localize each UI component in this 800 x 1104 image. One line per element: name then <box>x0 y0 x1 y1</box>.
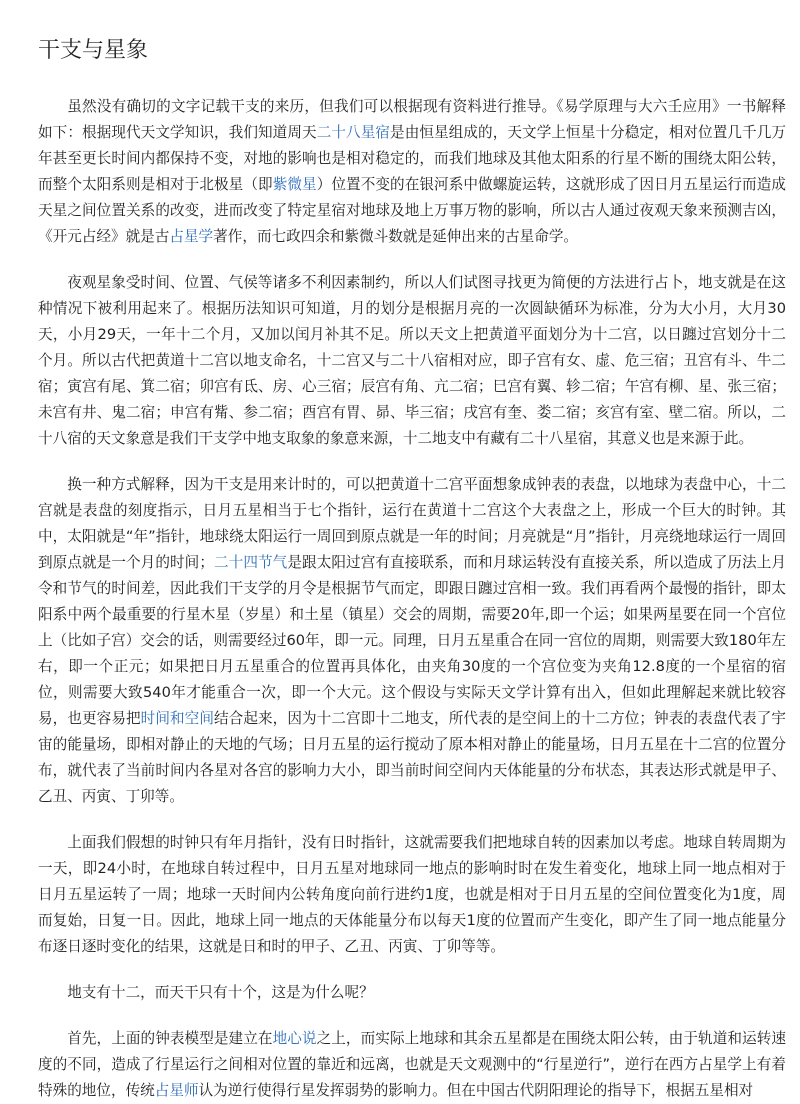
paragraph-text: 之上，而实际上地球和其余五星都是在围绕太阳公转，由于轨道和运转速度的不同，造成了行星运行之间相对位置的靠近和远离，也就是天文观测中的“行星逆行”，逆行在西方占星学上有着特殊的地位，传统 <box>38 1030 786 1099</box>
paragraph-6 <box>38 1026 786 1104</box>
paragraph-text: 地支有十二，而天干只有十个，这是为什么呢？ <box>67 984 374 1001</box>
link-ziwei-star[interactable]: 紫微星 <box>272 176 317 193</box>
link-astrologer[interactable]: 占星师 <box>154 1082 199 1099</box>
paragraph-2 <box>38 270 786 452</box>
paragraph-text: 认为逆行使得行星发挥弱势的影响力。但在中国古代阴阳理论的指导下，根据五星相对 <box>198 1082 754 1099</box>
paragraph-text: 是跟太阳过宫有直接联系，而和月球运转没有直接关系，所以造成了历法上月令和节气的时间差，因此我们干支学的月令是根据节气而定，即跟日躔过宫相一致。我们再看两个最慢的指针，即太阳系中两个最重要的行星木星（岁星）和土星（镇星）交会的周期，需要20年,即一个运；如果两星要在同一个宫位上（比如子宫）交会的话，则需要经过60年，即一元。同理，日月五星重合在同一宫位的周期，则需要大致180年左右，即一个正元；如果把日月五星重合的位置再具体化，由夹角30度的一个宫位变为夹角12.8度的一个星宿的宿位，则需要大致540年才能重合一次，即一个大元。这个假设与实际天文学计算有出入，但如此理解起来就比较容易，也更容易把 <box>38 554 786 727</box>
paragraph-text: 首先，上面的钟表模型是建立在 <box>67 1030 273 1047</box>
paragraph-5 <box>38 980 786 1006</box>
link-twenty-eight-mansions[interactable]: 二十八星宿 <box>316 124 391 141</box>
page-title: 干支与星象 <box>38 38 149 63</box>
paragraph-text: 结合起来，因为十二宫即十二地支，所代表的是空间上的十二方位；钟表的表盘代表了宇宙的能量场，即相对静止的天地的气场；日月五星的运行搅动了原本相对静止的能量场，日月五星在十二宫的位置分布，就代表了当前时间内各星对各宫的影响力大小，即当前时间空间内天体能量的分布状态，其表达形式就是甲子、乙丑、丙寅、丁卯等。 <box>38 710 786 805</box>
paragraph-text: 虽然没有确切的文字记载干支的来历，但我们可以根据现有资料进行推导。《易学原理与大六壬应用》一书解释如下：根据现代天文学知识，我们知道周天 <box>38 98 786 141</box>
paragraph-text: 著作，而七政四余和紫微斗数就是延伸出来的古星命学。 <box>213 228 579 245</box>
paragraph-text: ）位置不变的在银河系中做螺旋运转，这就形成了因日月五星运行而造成天星之间位置关系的改变，进而改变了特定星宿对地球及地上万事万物的影响，所以古人通过夜观天象来预测吉凶，《开元占经》就是古 <box>38 176 786 245</box>
paragraph-3 <box>38 472 786 810</box>
link-astrology[interactable]: 占星学 <box>169 228 214 245</box>
link-24-solar-terms[interactable]: 二十四节气 <box>213 554 288 571</box>
paragraph-text: 是由恒星组成的，天文学上恒星十分稳定，相对位置几千几万年甚至更长时间内都保持不变，对地的影响也是相对稳定的，而我们地球及其他太阳系的行星不断的围绕太阳公转，而整个太阳系则是相对于北极星（即 <box>38 124 786 193</box>
article-body <box>38 94 786 1104</box>
paragraph-text: 换一种方式解释，因为干支是用来计时的，可以把黄道十二宫平面想象成钟表的表盘，以地球为表盘中心，十二宫就是表盘的刻度指示，日月五星相当于七个指针，运行在黄道十二宫这个大表盘之上，形成一个巨大的时钟。其中，太阳就是“年”指针，地球绕太阳运行一周回到原点就是一年的时间；月亮就是“月”指针，月亮绕地球运行一周回到原点就是一个月的时间； <box>38 476 786 571</box>
link-geocentric-theory[interactable]: 地心说 <box>272 1030 317 1047</box>
paragraph-4 <box>38 830 786 960</box>
paragraph-text: 夜观星象受时间、位置、气侯等诸多不利因素制约，所以人们试图寻找更为简便的方法进行占卜，地支就是在这种情况下被利用起来了。根据历法知识可知道，月的划分是根据月亮的一次圆缺循环为标准，分为大小月，大月30天，小月29天，一年十二个月，又加以闰月补其不足。所以天文上把黄道平面划分为十二宫，以日躔过宫划分十二个月。所以古代把黄道十二宫以地支命名，十二宫又与二十八宿相对应，即子宫有女、虚、危三宿；丑宫有斗、牛二宿；寅宫有尾、箕二宿；卯宫有氐、房、心三宿；辰宫有角、亢二宿；巳宫有翼、轸二宿；午宫有柳、星、张三宿；未宫有井、鬼二宿；申宫有觜、参二宿；酉宫有胃、昴、毕三宿；戌宫有奎、娄二宿；亥宫有室、壁二宿。所以，二十八宿的天文象意是我们干支学中地支取象的象意来源，十二地支中有藏有二十八星宿，其意义也是来源于此。 <box>38 274 786 447</box>
paragraph-text: 上面我们假想的时钟只有年月指针，没有日时指针，这就需要我们把地球自转的因素加以考虑。地球自转周期为一天，即24小时，在地球自转过程中，日月五星对地球同一地点的影响时时在发生着变化，地球上同一地点相对于日月五星运转了一周；地球一天时间内公转角度向前行进约1度，也就是相对于日月五星的空间位置变化为1度，周而复始，日复一日。因此，地球上同一地点的天体能量分布以每天1度的位置而产生变化，即产生了同一地点能量分布逐日逐时变化的结果，这就是日和时的甲子、乙丑、丙寅、丁卯等等。 <box>38 834 786 955</box>
paragraph-1 <box>38 94 786 250</box>
link-time-and-space[interactable]: 时间和空间 <box>140 710 215 727</box>
